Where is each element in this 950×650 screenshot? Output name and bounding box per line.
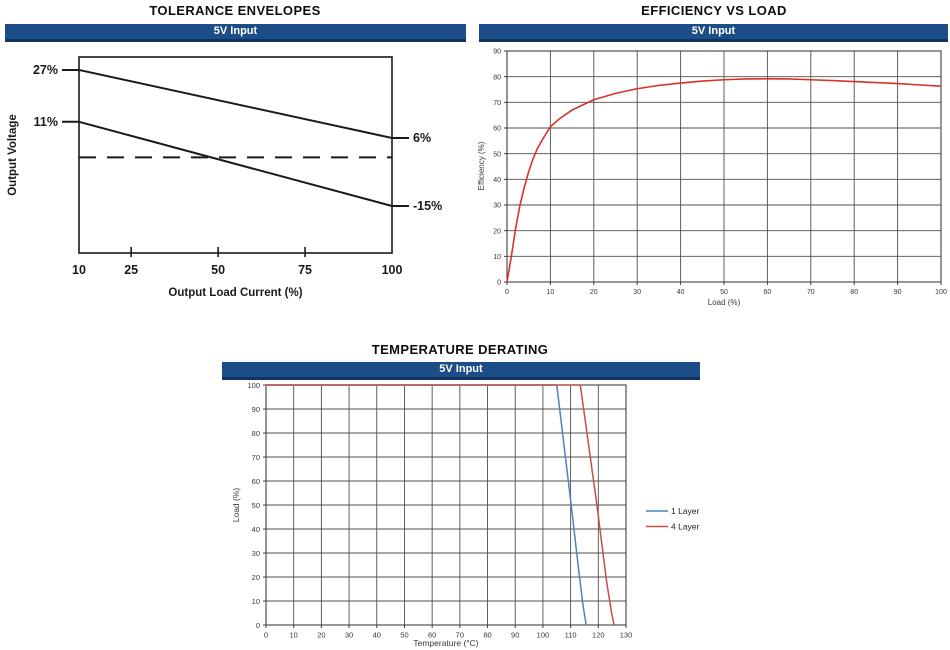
y-tick-label: 30	[493, 202, 501, 210]
x-tick-label: 100	[536, 630, 550, 640]
y-tick-label: 30	[251, 548, 260, 558]
y-tick-label: 40	[251, 524, 260, 534]
tolerance-envelopes-chart	[0, 45, 470, 325]
y-tick-label: 60	[251, 476, 260, 486]
x-tick-label: 50	[211, 263, 226, 277]
x-tick-label: 130	[619, 630, 633, 640]
left-tolerance-label: 11%	[33, 114, 58, 129]
x-tick-label: 80	[850, 289, 859, 296]
x-tick-label: 20	[589, 289, 598, 296]
x-tick-label: 10	[72, 263, 86, 277]
y-tick-label: 60	[493, 125, 501, 133]
y-tick-label: 10	[493, 253, 501, 261]
x-tick-label: 70	[455, 630, 465, 640]
x-tick-label: 80	[483, 630, 492, 640]
x-tick-label: 0	[263, 630, 269, 640]
x-tick-label: 50	[720, 289, 728, 296]
x-tick-label: 120	[592, 630, 605, 640]
x-tick-label: 100	[381, 263, 403, 277]
y-tick-label: 100	[247, 380, 260, 390]
legend-label-1-layer: 1 Layer	[671, 506, 700, 516]
x-tick-label: 75	[298, 263, 313, 277]
y-tick-label: 80	[251, 428, 260, 438]
x-tick-label: 60	[763, 289, 772, 296]
x-tick-label: 20	[317, 630, 326, 640]
y-tick-label: 70	[493, 99, 501, 107]
tolerance-plot-border	[79, 57, 392, 253]
y-tick-label: 50	[251, 500, 260, 510]
y-tick-label: 20	[493, 228, 501, 236]
x-tick-label: 90	[511, 630, 520, 640]
legend-label-4-layer: 4 Layer	[671, 521, 700, 532]
left-tolerance-label: 27%	[32, 62, 58, 77]
x-axis-title: Temperature (°C)	[413, 638, 479, 648]
x-axis-title: Load (%)	[707, 298, 741, 307]
y-tick-label: 0	[255, 620, 260, 630]
y-axis-title: Efficiency (%)	[477, 141, 486, 191]
tolerance-chart-banner: 5V Input	[5, 24, 466, 42]
efficiency-vs-load-chart	[475, 45, 950, 325]
y-tick-label: 50	[493, 151, 501, 159]
y-axis-title: Load (%)	[231, 487, 241, 523]
x-tick-label: 25	[124, 263, 139, 277]
derating-chart-banner: 5V Input	[222, 362, 700, 380]
efficiency-chart-title: EFFICIENCY VS LOAD	[641, 3, 787, 18]
right-tolerance-label: -15%	[413, 199, 443, 214]
x-tick-label: 110	[564, 630, 577, 640]
tolerance-chart-title: TOLERANCE ENVELOPES	[149, 3, 321, 18]
y-tick-label: 0	[497, 279, 501, 287]
x-tick-label: 50	[400, 630, 409, 640]
y-tick-label: 40	[493, 176, 501, 184]
x-tick-label: 10	[289, 630, 298, 640]
x-tick-label: 30	[344, 630, 354, 640]
x-tick-label: 40	[372, 630, 381, 640]
derating-chart-title: TEMPERATURE DERATING	[371, 342, 549, 357]
x-tick-label: 100	[935, 289, 947, 296]
x-tick-label: 30	[633, 289, 642, 296]
x-tick-label: 90	[893, 289, 902, 296]
x-tick-label: 0	[505, 289, 509, 296]
series-upper-tolerance-envelope	[79, 70, 392, 138]
x-tick-label: 10	[546, 289, 555, 296]
series-lower-tolerance-envelope	[79, 122, 392, 206]
efficiency-chart-banner: 5V Input	[479, 24, 948, 42]
y-tick-label: 10	[251, 596, 260, 606]
x-tick-label: 40	[676, 289, 685, 296]
temperature-derating-chart	[215, 380, 775, 650]
x-tick-label: 60	[427, 630, 437, 640]
y-tick-label: 70	[251, 452, 260, 462]
y-tick-label: 90	[251, 404, 260, 414]
y-tick-label: 80	[493, 74, 501, 82]
x-axis-title: Output Load Current (%)	[168, 287, 303, 299]
y-tick-label: 20	[251, 572, 260, 582]
y-tick-label: 90	[493, 48, 501, 56]
right-tolerance-label: 6%	[413, 130, 432, 145]
x-tick-label: 70	[806, 289, 815, 296]
y-axis-title: Output Voltage	[7, 114, 19, 196]
